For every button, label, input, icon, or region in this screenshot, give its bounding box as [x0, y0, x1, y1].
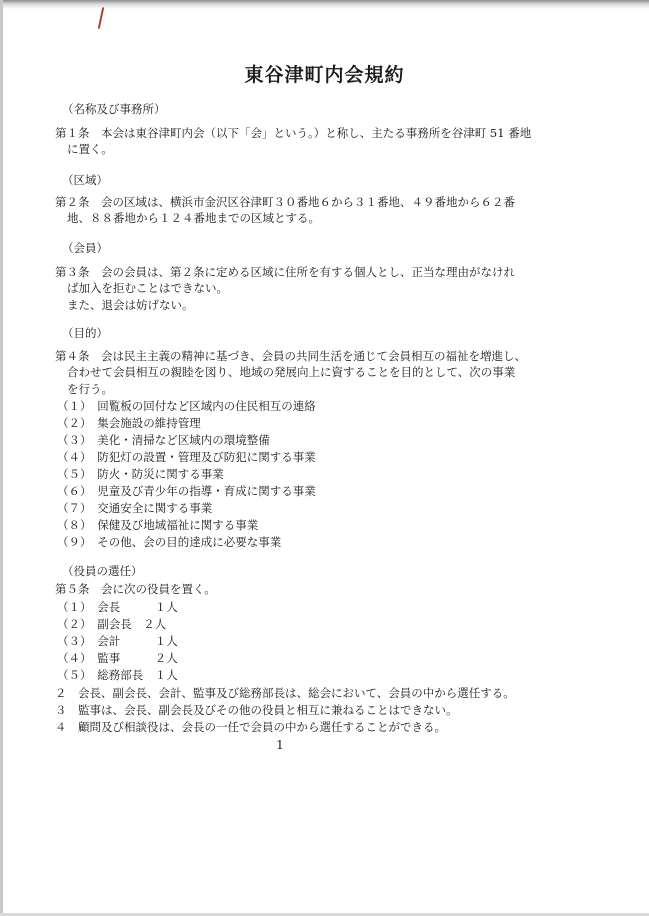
list-item: （３） 美化・清掃など区域内の環境整備 [57, 433, 270, 447]
heading-officers: （役員の選任） [62, 564, 143, 578]
scan-left-edge [0, 0, 3, 916]
article-1-line-2: に置く。 [67, 142, 113, 156]
list-item: （４） 監事 ２人 [57, 651, 178, 665]
article-5-line-1: 第５条 会に次の役員を置く。 [55, 582, 216, 596]
article-4-line-2: 合わせて会員相互の親睦を図り、地域の発展向上に資することを目的として、次の事業 [67, 365, 516, 379]
list-item: （６） 児童及び青少年の指導・育成に関する事業 [57, 484, 316, 498]
article-4-line-3: を行う。 [67, 382, 113, 396]
list-item: （９） その他、会の目的達成に必要な事業 [57, 535, 282, 549]
heading-name-office: （名称及び事務所） [62, 102, 166, 116]
list-item: （２） 副会長 ２人 [57, 617, 167, 631]
heading-members: （会員） [62, 241, 108, 255]
article-1-line-1: 第１条 本会は東谷津町内会（以下「会」という。）と称し、主たる事務所を谷津町 51 番地 [55, 126, 532, 140]
heading-purpose: （目的） [62, 326, 108, 340]
list-item: （４） 防犯灯の設置・管理及び防犯に関する事業 [57, 450, 316, 464]
list-item: （７） 交通安全に関する事業 [57, 501, 213, 515]
list-item: （５） 防火・防災に関する事業 [57, 467, 224, 481]
article-3-line-2: ば加入を拒むことはできない。 [67, 281, 228, 295]
list-item: （５） 総務部長 １人 [57, 668, 178, 682]
list-item: （８） 保健及び地域福祉に関する事業 [57, 518, 259, 532]
list-item: （１） 会長 １人 [57, 600, 178, 614]
article-2-line-2: 地、８８番地から１２４番地までの区域とする。 [67, 211, 320, 225]
list-item: （２） 集会施設の維持管理 [57, 416, 201, 430]
document-title: 東谷津町内会規約 [244, 64, 405, 86]
article-5-clause-2: ２ 会長、副会長、会計、監事及び総務部長は、総会において、会員の中から選任する。 [55, 686, 515, 700]
article-2-line-1: 第２条 会の区域は、横浜市金沢区谷津町３０番地６から３１番地、４９番地から６２番 [55, 195, 515, 209]
page-number: 1 [276, 738, 284, 752]
pen-mark [98, 7, 105, 29]
article-5-clause-3: ３ 監事は、会長、副会長及びその他の役員と相互に兼ねることはできない。 [55, 703, 458, 717]
list-item: （１） 回覧板の回付など区域内の住民相互の連絡 [57, 399, 316, 413]
list-item: （３） 会計 １人 [57, 634, 178, 648]
heading-area: （区域） [62, 173, 108, 187]
article-5-clause-4: ４ 顧問及び相談役は、会長の一任で会員の中から選任することができる。 [55, 720, 446, 734]
scan-top-edge [0, 0, 649, 9]
article-3-line-1: 第３条 会の会員は、第２条に定める区域に住所を有する個人とし、正当な理由がなけれ [55, 265, 515, 279]
article-3-line-3: また、退会は妨げない。 [67, 298, 194, 312]
article-4-line-1: 第４条 会は民主主義の精神に基づき、会員の共同生活を通じて会員相互の福祉を増進し、 [55, 349, 527, 363]
